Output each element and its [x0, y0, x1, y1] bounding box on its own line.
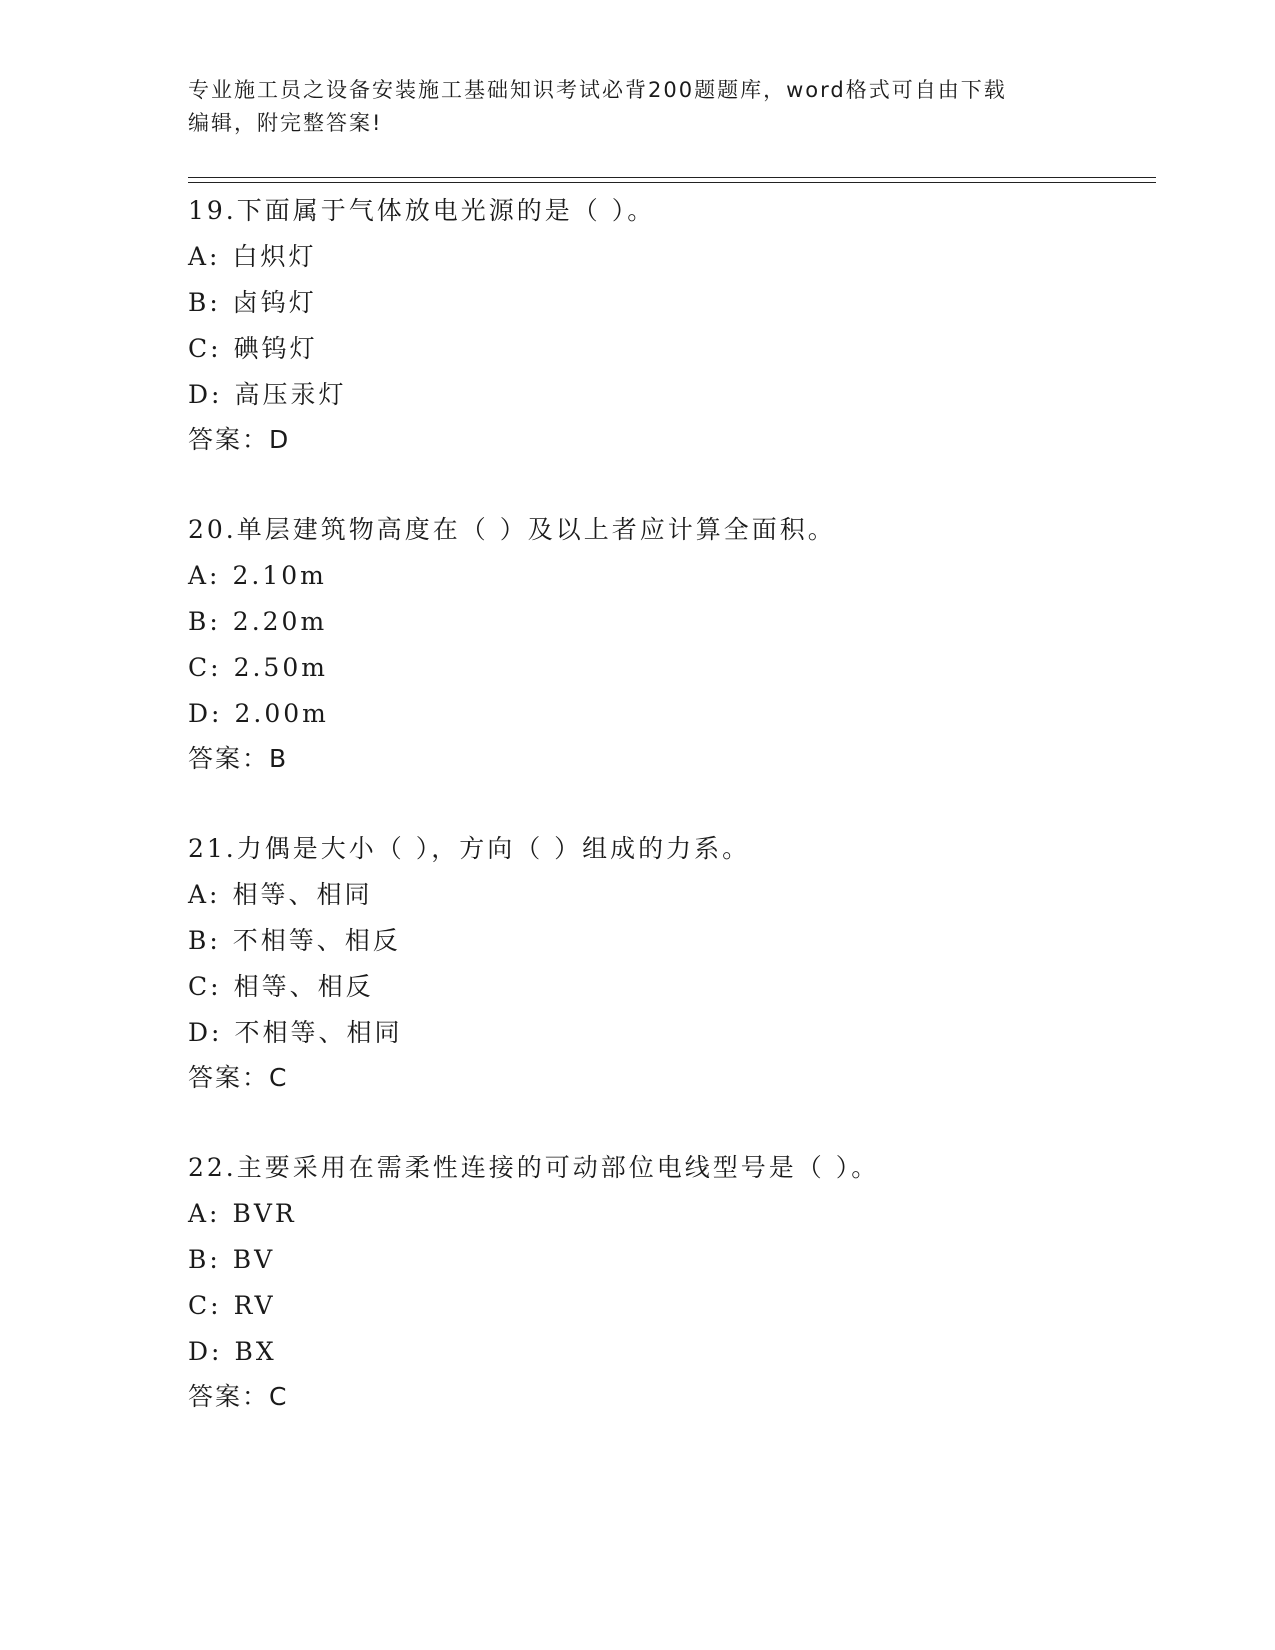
option-text: 2.00m [234, 699, 329, 728]
option-key: A: [188, 1199, 221, 1228]
option-key: B: [188, 607, 221, 636]
option-key: A: [188, 561, 221, 590]
question-block [188, 194, 1148, 457]
question-answer: 答案：C [188, 1382, 289, 1411]
header-title-line-2: 编辑，附完整答案! [188, 111, 383, 135]
question-title: 19.下面属于气体放电光源的是（ ）。 [188, 196, 656, 225]
option-text: 2.20m [232, 607, 328, 636]
question-option [188, 1243, 1148, 1277]
question-answer: 答案：C [188, 1063, 289, 1092]
option-key: C: [188, 972, 222, 1001]
option-key: D: [188, 699, 223, 728]
option-key: D: [188, 380, 223, 409]
option-key: D: [188, 1018, 223, 1047]
question-title: 21.力偶是大小（ ），方向（ ）组成的力系。 [188, 834, 751, 863]
question-block [188, 513, 1148, 776]
question-answer: 答案：D [188, 425, 291, 454]
option-text: 相等、相同 [232, 880, 373, 909]
question-option [188, 378, 1148, 412]
question-option [188, 970, 1148, 1004]
question-option [188, 1016, 1148, 1050]
document-header [188, 74, 1078, 140]
option-key: B: [188, 288, 221, 317]
question-option [188, 559, 1148, 593]
option-key: A: [188, 242, 221, 271]
question-option [188, 924, 1148, 958]
question-option [188, 1289, 1148, 1323]
question-option [188, 605, 1148, 639]
option-text: 2.50m [233, 653, 328, 682]
question-option [188, 332, 1148, 366]
header-divider-top [188, 177, 1156, 178]
option-key: C: [188, 1291, 222, 1320]
question-option [188, 1335, 1148, 1369]
question-option [188, 651, 1148, 685]
option-text: 白炽灯 [232, 242, 317, 271]
question-title: 20.单层建筑物高度在（ ）及以上者应计算全面积。 [188, 515, 836, 544]
option-text: 2.10m [232, 561, 327, 590]
option-key: D: [188, 1337, 223, 1366]
question-option [188, 1197, 1148, 1231]
question-option [188, 697, 1148, 731]
option-text: BX [234, 1337, 277, 1366]
option-text: RV [233, 1291, 276, 1320]
question-answer: 答案：B [188, 744, 289, 773]
question-title: 22.主要采用在需柔性连接的可动部位电线型号是（ ）。 [188, 1153, 880, 1182]
header-title-line-1: 专业施工员之设备安装施工基础知识考试必背200题题库，word格式可自由下载 [188, 78, 1007, 102]
option-key: B: [188, 926, 221, 955]
question-option [188, 286, 1148, 320]
header-divider-bottom [188, 182, 1156, 183]
option-text: 高压汞灯 [234, 380, 347, 409]
option-key: B: [188, 1245, 221, 1274]
question-option [188, 878, 1148, 912]
option-text: 不相等、相反 [232, 926, 401, 955]
option-text: 不相等、相同 [234, 1018, 403, 1047]
option-key: C: [188, 334, 222, 363]
option-key: A: [188, 880, 221, 909]
question-option [188, 240, 1148, 274]
option-key: C: [188, 653, 222, 682]
option-text: 碘钨灯 [233, 334, 318, 363]
question-block [188, 1151, 1148, 1414]
question-block [188, 832, 1148, 1095]
option-text: BVR [232, 1199, 297, 1228]
option-text: 相等、相反 [233, 972, 374, 1001]
option-text: 卤钨灯 [232, 288, 317, 317]
option-text: BV [232, 1245, 276, 1274]
